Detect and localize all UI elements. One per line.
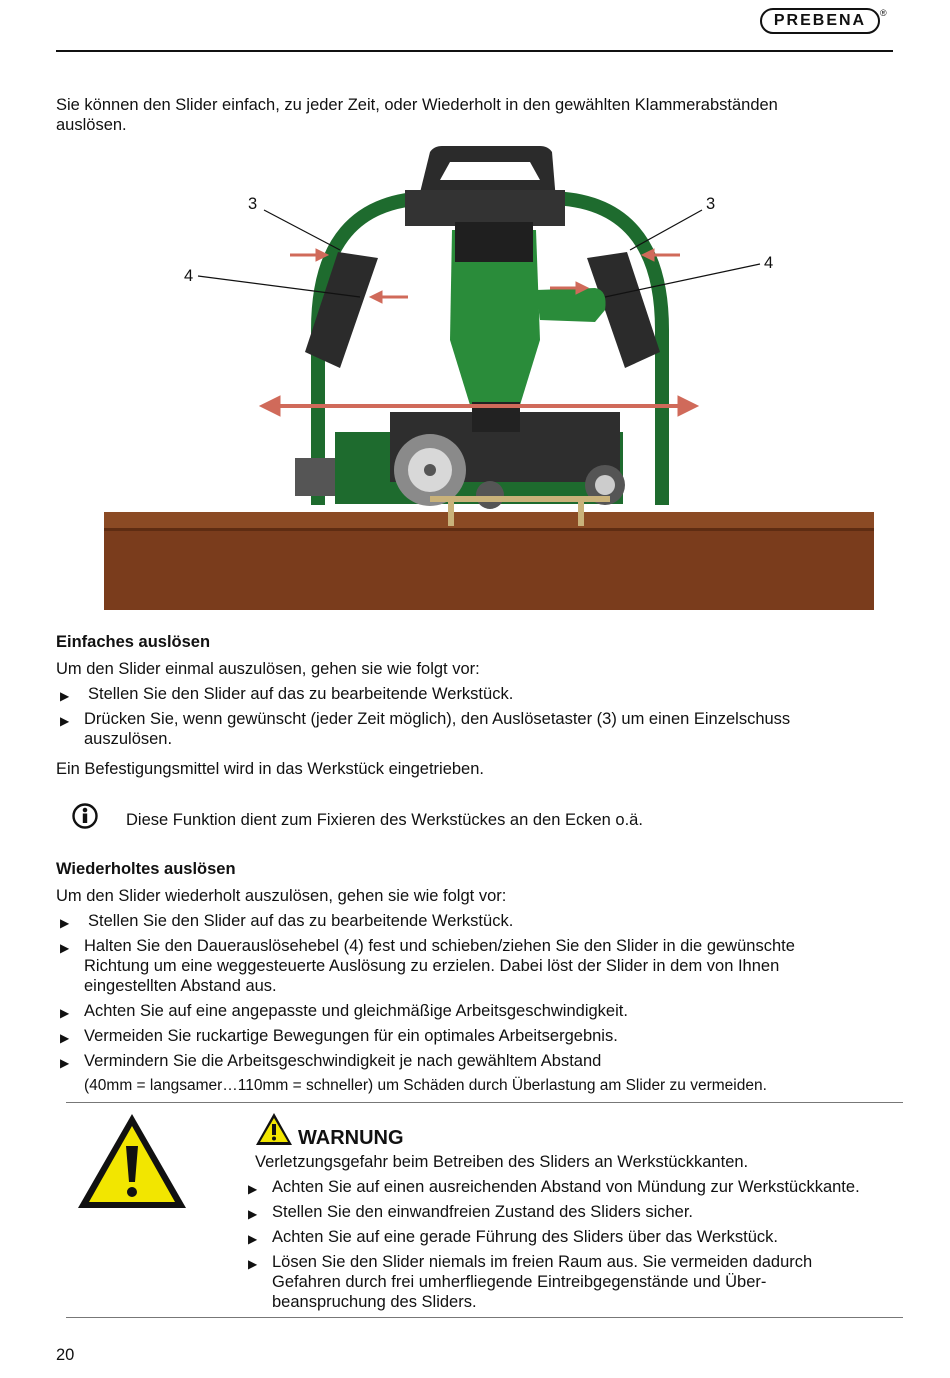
warning-top-rule — [66, 1102, 903, 1103]
bullet-arrow-icon: ▶ — [60, 1006, 70, 1020]
info-icon — [71, 802, 99, 830]
bullet-arrow-icon: ▶ — [60, 689, 70, 703]
list-item: ▶ Halten Sie den Dauerauslösehebel (4) fest und schieben/ziehen Sie den Slider in die gewünschte Richtung um eine weggesteuerte Auslösung zu erzielen. Dabei löst der Slider in dem von Ihnen eingestellten Abstand aus. — [60, 937, 795, 995]
list-item: ▶ Achten Sie auf eine gerade Führung des Sliders über das Werkstück. — [248, 1227, 898, 1247]
warning-small-icon — [255, 1112, 293, 1146]
callout-4-left: 4 — [184, 267, 194, 285]
bullet-arrow-icon: ▶ — [248, 1182, 258, 1196]
bullet-arrow-icon: ▶ — [248, 1232, 258, 1246]
list-item: ▶ Stellen Sie den Slider auf das zu bearbeitende Werkstück. — [60, 684, 860, 704]
list-item: ▶ Vermeiden Sie ruckartige Bewegungen für ein optimales Arbeitsergebnis. — [60, 1026, 860, 1046]
registered-mark: ® — [880, 8, 887, 18]
bullet-arrow-icon: ▶ — [60, 1056, 70, 1070]
warning-title: WARNUNG — [298, 1127, 404, 1149]
list-item: ▶ Drücken Sie, wenn gewünscht (jeder Zeit möglich), den Auslösetaster (3) um einen Einzelschuss auszulösen. — [60, 710, 791, 748]
intro-line-2: auslösen. — [56, 116, 127, 134]
page-number: 20 — [56, 1346, 75, 1364]
header-rule — [56, 50, 893, 52]
section2-heading: Wiederholtes auslösen — [56, 860, 236, 878]
prebena-logo: PREBENA — [760, 8, 880, 34]
section2-intro: Um den Slider wiederholt auszulösen, gehen sie wie folgt vor: — [56, 887, 507, 905]
bullet-arrow-icon: ▶ — [248, 1207, 258, 1221]
bullet-arrow-icon: ▶ — [248, 1257, 258, 1271]
callout-4-right: 4 — [764, 254, 774, 272]
bullet-arrow-icon: ▶ — [60, 1031, 70, 1045]
callout-3-left: 3 — [248, 195, 258, 213]
bullet-arrow-icon: ▶ — [60, 714, 70, 728]
section1-result: Ein Befestigungsmittel wird in das Werkstück eingetrieben. — [56, 760, 484, 778]
warning-triangle-icon — [74, 1110, 190, 1212]
section1-intro: Um den Slider einmal auszulösen, gehen sie wie folgt vor: — [56, 660, 480, 678]
callout-3-right: 3 — [706, 195, 716, 213]
section1-heading: Einfaches auslösen — [56, 633, 211, 651]
list-item: ▶ Achten Sie auf einen ausreichenden Abstand von Mündung zur Werkstückkante. — [248, 1177, 898, 1197]
warning-intro: Verletzungsgefahr beim Betreiben des Sliders an Werkstückkanten. — [255, 1153, 749, 1171]
list-item: ▶ Lösen Sie den Slider niemals im freien Raum aus. Sie vermeiden dadurch Gefahren durch frei umherfliegende Eintreibgegenstände und Über- beanspruchung des Sliders. — [248, 1253, 813, 1311]
list-item: ▶ Achten Sie auf eine angepasste und gleichmäßige Arbeitsgeschwindigkeit. — [60, 1001, 860, 1021]
intro-line-1: Sie können den Slider einfach, zu jeder Zeit, oder Wiederholt in den gewählten Klammerabständen — [56, 96, 778, 114]
info-note: Diese Funktion dient zum Fixieren des Werkstückes an den Ecken o.ä. — [126, 811, 643, 829]
bullet-arrow-icon: ▶ — [60, 916, 70, 930]
slider-figure — [100, 140, 880, 615]
list-item: ▶ Stellen Sie den Slider auf das zu bearbeitende Werkstück. — [60, 911, 860, 931]
warning-bottom-rule — [66, 1317, 903, 1318]
list-item: ▶ Vermindern Sie die Arbeitsgeschwindigkeit je nach gewähltem Abstand (40mm = langsamer…110mm = schneller) um Schäden durch Überlastung am Slider zu vermeiden. — [60, 1052, 767, 1094]
list-item: ▶ Stellen Sie den einwandfreien Zustand des Sliders sicher. — [248, 1202, 898, 1222]
bullet-arrow-icon: ▶ — [60, 941, 70, 955]
